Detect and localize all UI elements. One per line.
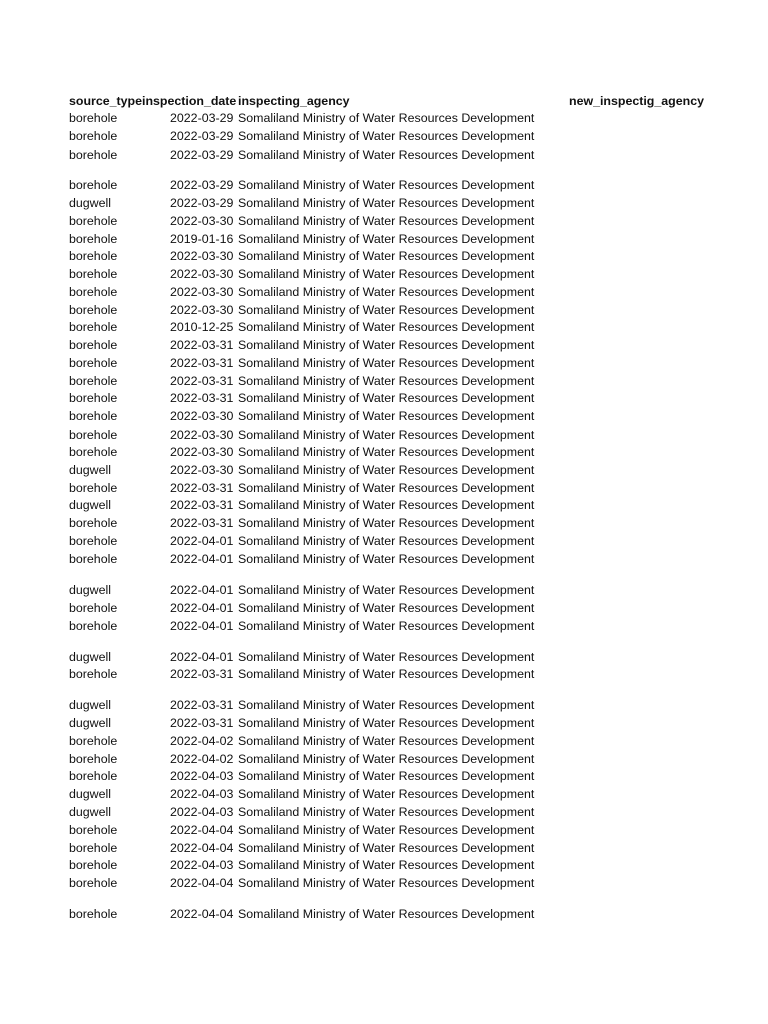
table-row xyxy=(0,479,768,497)
table-row xyxy=(0,750,768,768)
cell-inspecting-agency: Somaliland Ministry of Water Resources Development xyxy=(238,391,535,405)
cell-source-type: borehole xyxy=(69,769,118,783)
cell-inspecting-agency: Somaliland Ministry of Water Resources Development xyxy=(238,111,535,125)
cell-inspection-date: 2010-12-25 xyxy=(170,320,234,334)
cell-source-type: borehole xyxy=(69,841,118,855)
cell-source-type: borehole xyxy=(69,858,118,872)
header-source-type: source_type xyxy=(69,94,143,108)
cell-source-type: borehole xyxy=(69,481,118,495)
cell-inspection-date: 2022-04-03 xyxy=(170,805,234,819)
table-row xyxy=(0,856,768,874)
cell-inspection-date: 2022-03-31 xyxy=(170,338,234,352)
table-row xyxy=(0,176,768,194)
table-row xyxy=(0,283,768,301)
table-row xyxy=(0,874,768,892)
table-row xyxy=(0,127,768,145)
cell-source-type: borehole xyxy=(69,734,118,748)
cell-source-type: borehole xyxy=(69,111,118,125)
cell-inspecting-agency: Somaliland Ministry of Water Resources Development xyxy=(238,481,535,495)
cell-inspection-date: 2022-04-03 xyxy=(170,787,234,801)
cell-inspecting-agency: Somaliland Ministry of Water Resources Development xyxy=(238,619,535,633)
cell-source-type: borehole xyxy=(69,249,118,263)
cell-source-type: borehole xyxy=(69,338,118,352)
cell-inspecting-agency: Somaliland Ministry of Water Resources Development xyxy=(238,823,535,837)
cell-source-type: borehole xyxy=(69,214,118,228)
cell-source-type: dugwell xyxy=(69,787,112,801)
cell-inspection-date: 2022-03-29 xyxy=(170,178,234,192)
table-row xyxy=(0,767,768,785)
cell-inspecting-agency: Somaliland Ministry of Water Resources Development xyxy=(238,196,535,210)
cell-inspecting-agency: Somaliland Ministry of Water Resources Development xyxy=(238,907,535,921)
cell-inspection-date: 2022-03-31 xyxy=(170,356,234,370)
cell-source-type: borehole xyxy=(69,907,118,921)
cell-inspection-date: 2022-03-30 xyxy=(170,249,234,263)
cell-inspecting-agency: Somaliland Ministry of Water Resources Development xyxy=(238,716,535,730)
table-row xyxy=(0,665,768,683)
cell-inspection-date: 2022-04-01 xyxy=(170,534,234,548)
cell-inspection-date: 2022-03-30 xyxy=(170,445,234,459)
header-row xyxy=(0,92,768,110)
table-row xyxy=(0,301,768,319)
cell-inspection-date: 2022-03-29 xyxy=(170,148,234,162)
cell-inspecting-agency: Somaliland Ministry of Water Resources Development xyxy=(238,409,535,423)
cell-source-type: borehole xyxy=(69,409,118,423)
cell-inspecting-agency: Somaliland Ministry of Water Resources Development xyxy=(238,445,535,459)
cell-inspecting-agency: Somaliland Ministry of Water Resources Development xyxy=(238,805,535,819)
table-row xyxy=(0,146,768,164)
table-row xyxy=(0,839,768,857)
cell-inspection-date: 2022-03-31 xyxy=(170,716,234,730)
cell-inspection-date: 2022-03-31 xyxy=(170,698,234,712)
cell-inspection-date: 2022-03-29 xyxy=(170,196,234,210)
table-row xyxy=(0,803,768,821)
table-row xyxy=(0,426,768,444)
table-row xyxy=(0,496,768,514)
cell-source-type: borehole xyxy=(69,534,118,548)
cell-inspecting-agency: Somaliland Ministry of Water Resources Development xyxy=(238,320,535,334)
cell-inspecting-agency: Somaliland Ministry of Water Resources Development xyxy=(238,249,535,263)
cell-inspecting-agency: Somaliland Ministry of Water Resources Development xyxy=(238,841,535,855)
table-row xyxy=(0,581,768,599)
table-row xyxy=(0,714,768,732)
table-row xyxy=(0,212,768,230)
cell-inspection-date: 2022-04-03 xyxy=(170,858,234,872)
table-row xyxy=(0,732,768,750)
cell-inspection-date: 2022-04-04 xyxy=(170,823,234,837)
cell-inspecting-agency: Somaliland Ministry of Water Resources Development xyxy=(238,534,535,548)
cell-source-type: dugwell xyxy=(69,650,112,664)
header-new-inspecting-agency: new_inspectig_agency xyxy=(569,94,704,108)
table-row xyxy=(0,336,768,354)
cell-source-type: borehole xyxy=(69,267,118,281)
cell-inspection-date: 2022-03-30 xyxy=(170,409,234,423)
cell-inspecting-agency: Somaliland Ministry of Water Resources Development xyxy=(238,552,535,566)
cell-source-type: borehole xyxy=(69,428,118,442)
cell-source-type: borehole xyxy=(69,445,118,459)
cell-inspection-date: 2022-04-03 xyxy=(170,769,234,783)
table-row xyxy=(0,372,768,390)
cell-inspecting-agency: Somaliland Ministry of Water Resources Development xyxy=(238,428,535,442)
cell-source-type: borehole xyxy=(69,129,118,143)
table-row xyxy=(0,905,768,923)
cell-source-type: borehole xyxy=(69,374,118,388)
cell-inspection-date: 2022-03-30 xyxy=(170,285,234,299)
cell-inspecting-agency: Somaliland Ministry of Water Resources Development xyxy=(238,178,535,192)
cell-inspection-date: 2022-03-30 xyxy=(170,428,234,442)
cell-inspection-date: 2019-01-16 xyxy=(170,232,234,246)
header-inspecting-agency: inspecting_agency xyxy=(238,94,350,108)
cell-inspecting-agency: Somaliland Ministry of Water Resources Development xyxy=(238,129,535,143)
header-inspection-date: inspection_date xyxy=(142,94,237,108)
cell-inspection-date: 2022-04-02 xyxy=(170,752,234,766)
cell-source-type: borehole xyxy=(69,552,118,566)
cell-source-type: borehole xyxy=(69,601,118,615)
cell-source-type: borehole xyxy=(69,516,118,530)
cell-inspecting-agency: Somaliland Ministry of Water Resources Development xyxy=(238,214,535,228)
table-row xyxy=(0,785,768,803)
cell-source-type: borehole xyxy=(69,619,118,633)
cell-inspection-date: 2022-04-04 xyxy=(170,907,234,921)
cell-inspecting-agency: Somaliland Ministry of Water Resources Development xyxy=(238,583,535,597)
cell-source-type: borehole xyxy=(69,178,118,192)
cell-source-type: dugwell xyxy=(69,196,112,210)
table-row xyxy=(0,265,768,283)
cell-inspecting-agency: Somaliland Ministry of Water Resources Development xyxy=(238,876,535,890)
table-row xyxy=(0,514,768,532)
cell-inspecting-agency: Somaliland Ministry of Water Resources Development xyxy=(238,650,535,664)
cell-source-type: borehole xyxy=(69,391,118,405)
cell-inspection-date: 2022-03-29 xyxy=(170,111,234,125)
cell-inspecting-agency: Somaliland Ministry of Water Resources Development xyxy=(238,769,535,783)
cell-source-type: dugwell xyxy=(69,463,112,477)
cell-source-type: borehole xyxy=(69,285,118,299)
table-row xyxy=(0,443,768,461)
cell-inspecting-agency: Somaliland Ministry of Water Resources Development xyxy=(238,374,535,388)
table-row xyxy=(0,318,768,336)
table-row xyxy=(0,389,768,407)
cell-source-type: dugwell xyxy=(69,583,112,597)
cell-source-type: dugwell xyxy=(69,805,112,819)
cell-inspecting-agency: Somaliland Ministry of Water Resources Development xyxy=(238,148,535,162)
table-row xyxy=(0,230,768,248)
table-row xyxy=(0,109,768,127)
cell-inspection-date: 2022-03-31 xyxy=(170,481,234,495)
cell-source-type: borehole xyxy=(69,667,118,681)
cell-source-type: borehole xyxy=(69,752,118,766)
table-row xyxy=(0,696,768,714)
cell-inspection-date: 2022-03-31 xyxy=(170,498,234,512)
cell-inspection-date: 2022-04-01 xyxy=(170,601,234,615)
cell-inspecting-agency: Somaliland Ministry of Water Resources Development xyxy=(238,338,535,352)
cell-source-type: borehole xyxy=(69,232,118,246)
table-row xyxy=(0,550,768,568)
cell-inspection-date: 2022-04-02 xyxy=(170,734,234,748)
cell-source-type: dugwell xyxy=(69,498,112,512)
cell-source-type: dugwell xyxy=(69,698,112,712)
cell-inspecting-agency: Somaliland Ministry of Water Resources Development xyxy=(238,858,535,872)
cell-inspecting-agency: Somaliland Ministry of Water Resources Development xyxy=(238,787,535,801)
cell-source-type: borehole xyxy=(69,356,118,370)
table-row xyxy=(0,821,768,839)
cell-inspecting-agency: Somaliland Ministry of Water Resources Development xyxy=(238,498,535,512)
cell-inspecting-agency: Somaliland Ministry of Water Resources Development xyxy=(238,698,535,712)
cell-inspection-date: 2022-04-01 xyxy=(170,583,234,597)
cell-source-type: borehole xyxy=(69,148,118,162)
cell-inspection-date: 2022-03-31 xyxy=(170,667,234,681)
cell-inspection-date: 2022-03-31 xyxy=(170,391,234,405)
table-row xyxy=(0,648,768,666)
cell-source-type: borehole xyxy=(69,876,118,890)
cell-inspecting-agency: Somaliland Ministry of Water Resources Development xyxy=(238,303,535,317)
cell-inspection-date: 2022-04-01 xyxy=(170,650,234,664)
table-row xyxy=(0,354,768,372)
cell-inspecting-agency: Somaliland Ministry of Water Resources Development xyxy=(238,356,535,370)
cell-inspecting-agency: Somaliland Ministry of Water Resources Development xyxy=(238,267,535,281)
cell-inspecting-agency: Somaliland Ministry of Water Resources Development xyxy=(238,232,535,246)
cell-inspecting-agency: Somaliland Ministry of Water Resources Development xyxy=(238,463,535,477)
cell-inspection-date: 2022-03-31 xyxy=(170,374,234,388)
cell-source-type: dugwell xyxy=(69,716,112,730)
cell-inspection-date: 2022-04-04 xyxy=(170,876,234,890)
table-row xyxy=(0,532,768,550)
table-row xyxy=(0,194,768,212)
cell-inspection-date: 2022-03-29 xyxy=(170,129,234,143)
cell-inspection-date: 2022-04-04 xyxy=(170,841,234,855)
cell-inspecting-agency: Somaliland Ministry of Water Resources Development xyxy=(238,285,535,299)
table-row xyxy=(0,599,768,617)
cell-source-type: borehole xyxy=(69,823,118,837)
cell-inspection-date: 2022-03-30 xyxy=(170,214,234,228)
table-row xyxy=(0,617,768,635)
table-row xyxy=(0,247,768,265)
cell-inspection-date: 2022-04-01 xyxy=(170,619,234,633)
cell-source-type: borehole xyxy=(69,303,118,317)
cell-inspecting-agency: Somaliland Ministry of Water Resources Development xyxy=(238,667,535,681)
table-row xyxy=(0,407,768,425)
cell-inspection-date: 2022-03-30 xyxy=(170,267,234,281)
cell-inspection-date: 2022-04-01 xyxy=(170,552,234,566)
cell-inspection-date: 2022-03-30 xyxy=(170,303,234,317)
cell-inspection-date: 2022-03-30 xyxy=(170,463,234,477)
cell-inspecting-agency: Somaliland Ministry of Water Resources Development xyxy=(238,752,535,766)
cell-inspecting-agency: Somaliland Ministry of Water Resources Development xyxy=(238,516,535,530)
cell-source-type: borehole xyxy=(69,320,118,334)
cell-inspecting-agency: Somaliland Ministry of Water Resources Development xyxy=(238,734,535,748)
table-row xyxy=(0,461,768,479)
cell-inspection-date: 2022-03-31 xyxy=(170,516,234,530)
cell-inspecting-agency: Somaliland Ministry of Water Resources Development xyxy=(238,601,535,615)
